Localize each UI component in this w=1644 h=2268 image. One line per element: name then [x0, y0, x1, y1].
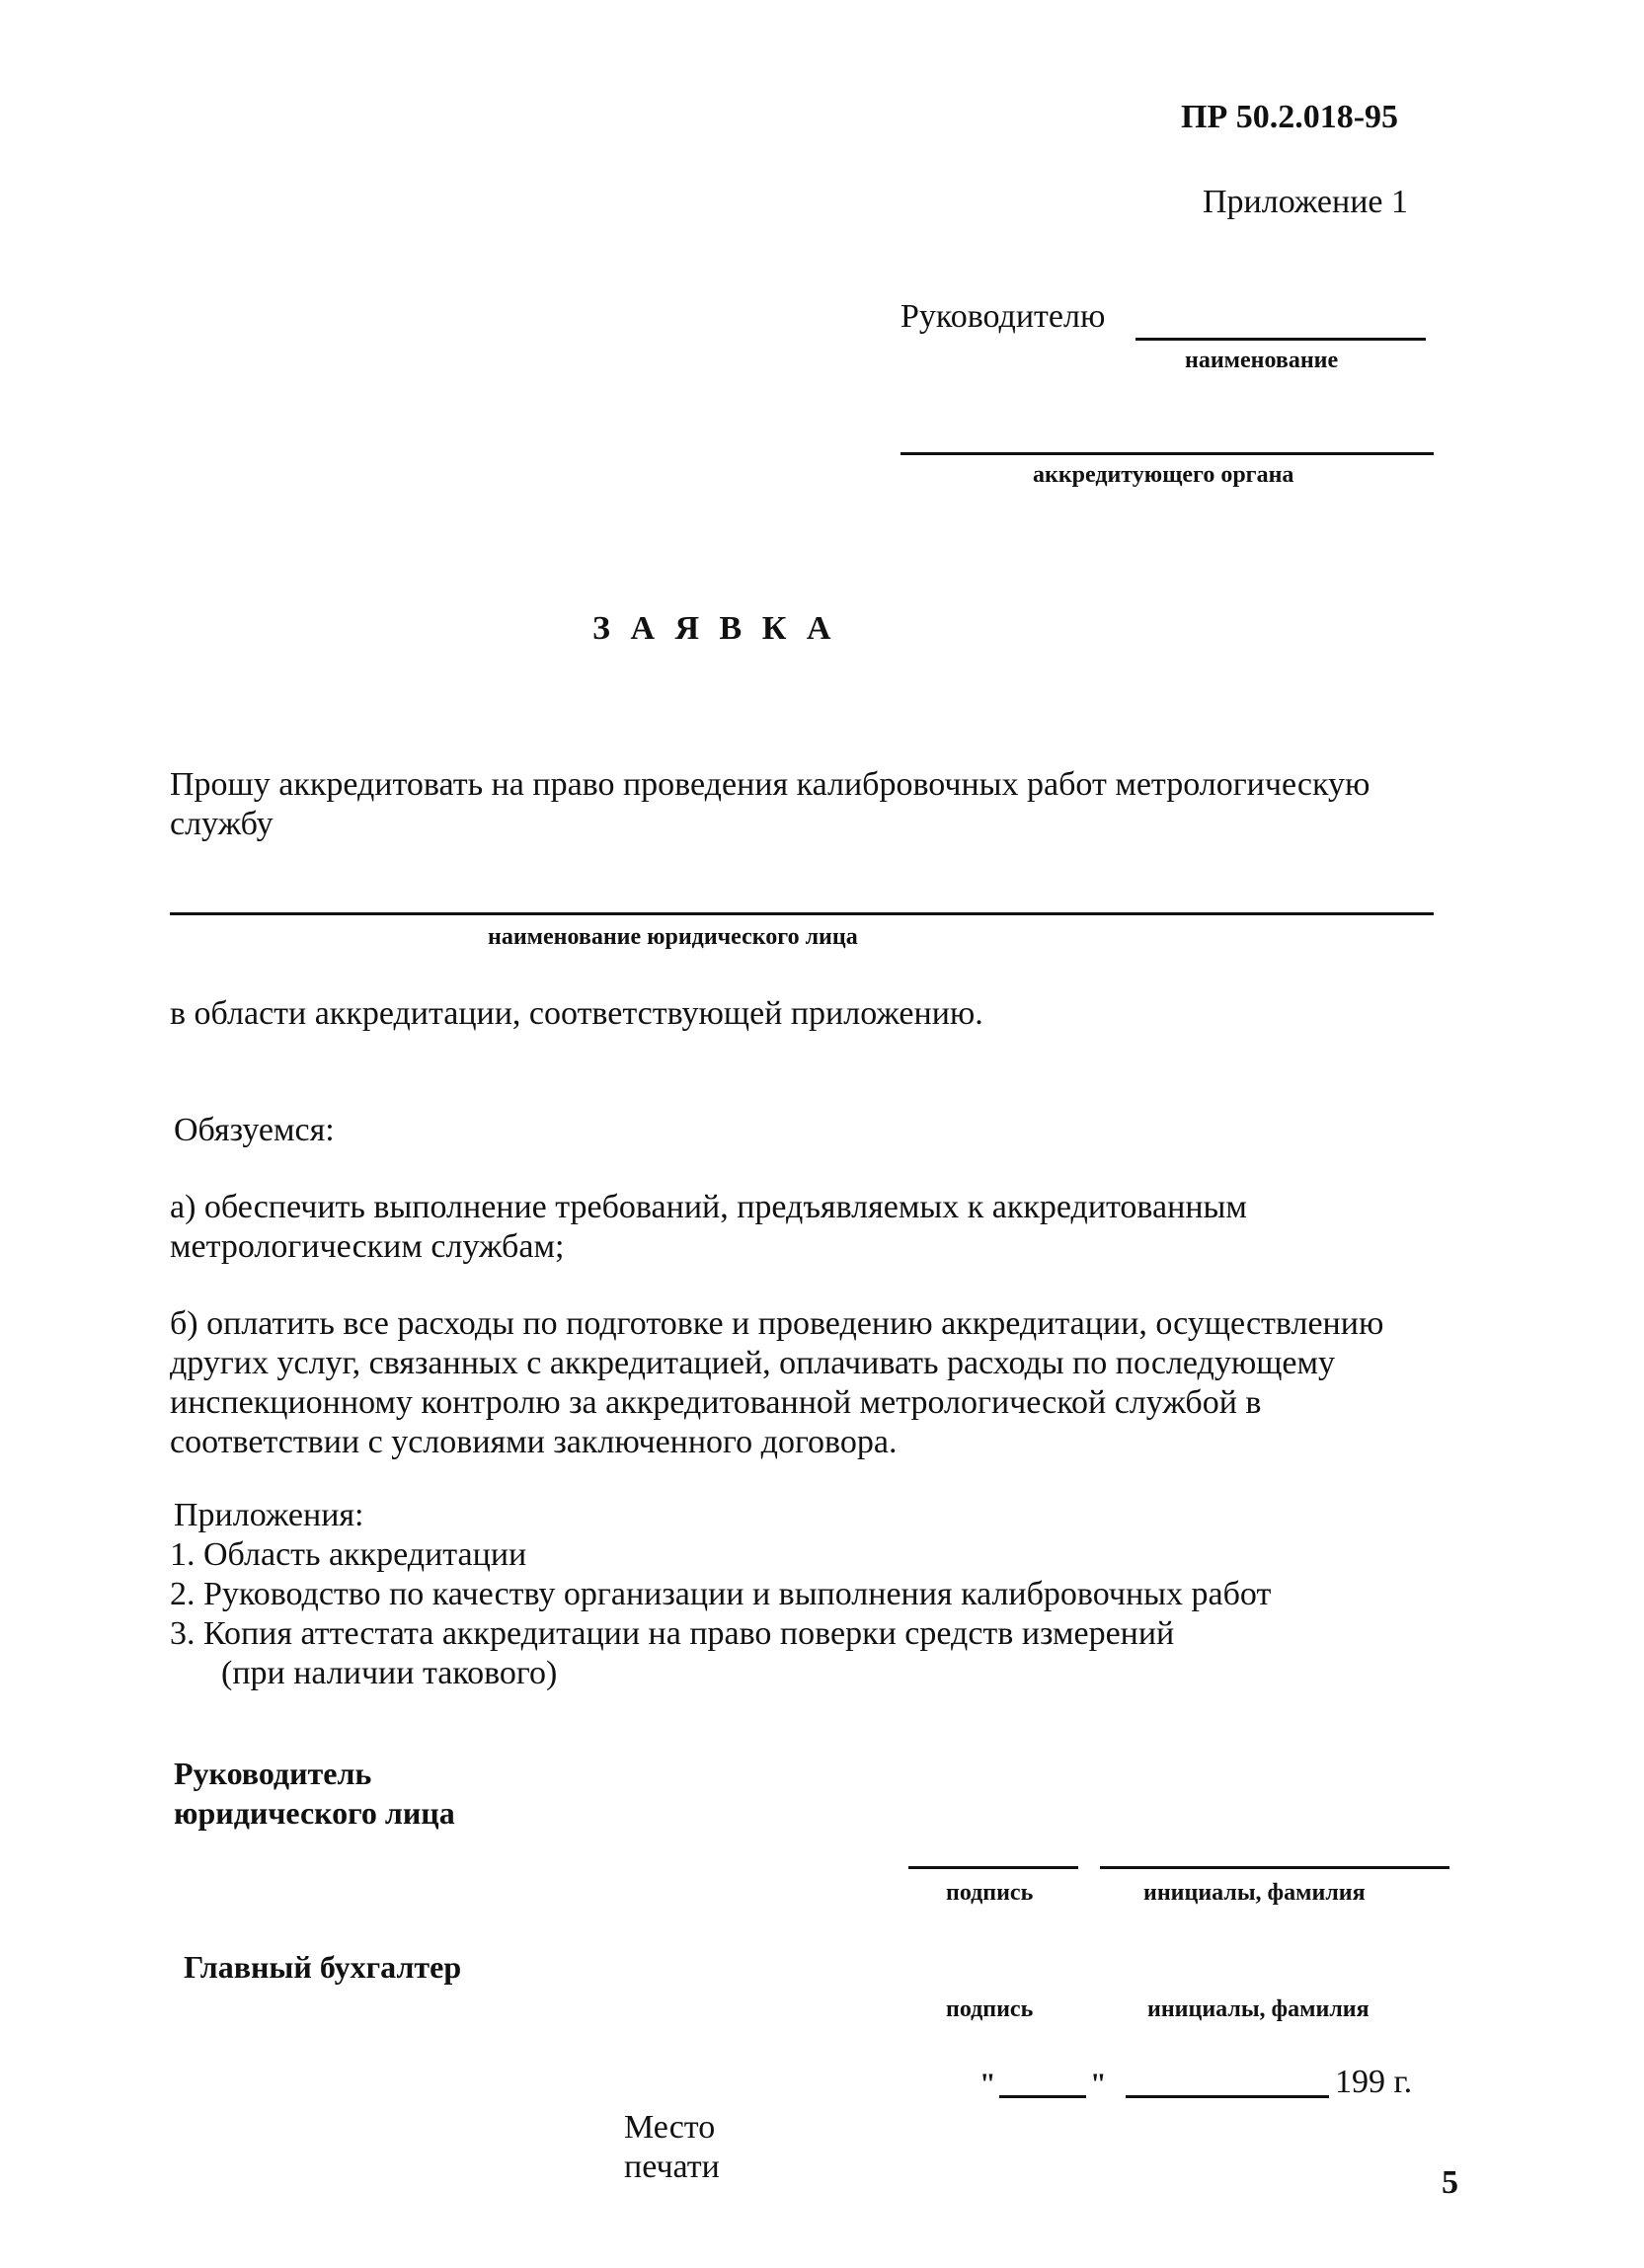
stamp-place-line-1: Место — [624, 2109, 716, 2146]
request-line-1: Прошу аккредитовать на право проведения калибровочных работ метрологическую — [170, 766, 1370, 803]
head-name-caption: инициалы, фамилия — [1143, 1880, 1366, 1906]
date-day-line — [999, 2095, 1086, 2098]
date-open-quote: " — [979, 2068, 996, 2100]
attachment-item-1: 1. Область аккредитации — [170, 1536, 527, 1573]
request-line-2: службу — [170, 806, 274, 842]
addressee-org-line — [900, 452, 1434, 455]
commitment-a-line-2: метрологическим службам; — [170, 1228, 565, 1265]
date-month-line — [1126, 2095, 1329, 2098]
head-signature-caption: подпись — [946, 1880, 1034, 1906]
attachment-item-3-note: (при наличии такового) — [221, 1655, 558, 1691]
commitment-a-line-1: а) обеспечить выполнение требований, предъявляемых к аккредитованным — [170, 1189, 1247, 1225]
attachment-item-2: 2. Руководство по качеству организации и выполнения калибровочных работ — [170, 1576, 1272, 1612]
commitment-b-line-2: других услуг, связанных с аккредитацией, оплачивать расходы по последующему — [170, 1345, 1336, 1381]
legal-entity-line — [170, 912, 1434, 915]
attachment-item-3: 3. Копия аттестата аккредитации на право поверки средств измерений — [170, 1615, 1175, 1652]
head-signature-line — [908, 1866, 1078, 1869]
legal-entity-caption: наименование юридического лица — [488, 924, 858, 950]
attachments-heading: Приложения: — [174, 1497, 364, 1533]
head-label-line-1: Руководитель — [174, 1756, 372, 1791]
scope-line: в области аккредитации, соответствующей приложению. — [170, 995, 983, 1032]
head-label-line-2: юридического лица — [174, 1795, 455, 1831]
document-title: З А Я В К А — [592, 610, 837, 647]
head-name-line — [1100, 1866, 1449, 1869]
commitment-b-line-4: соответствии с условиями заключенного договора. — [170, 1424, 898, 1460]
date-year: 199 г. — [1335, 2064, 1413, 2100]
page-number: 5 — [1442, 2164, 1458, 2201]
addressee-label: Руководителю — [900, 298, 1106, 335]
appendix-label: Приложение 1 — [1203, 184, 1408, 220]
addressee-caption-name: наименование — [1185, 348, 1339, 373]
accountant-signature-caption: подпись — [946, 1996, 1034, 2022]
commitment-b-line-3: инспекционному контролю за аккредитованной метрологической службой в — [170, 1384, 1262, 1421]
addressee-name-line — [1135, 338, 1426, 341]
document-number: ПР 50.2.018-95 — [1181, 99, 1399, 135]
addressee-caption-org: аккредитующего органа — [1033, 462, 1294, 488]
accountant-name-caption: инициалы, фамилия — [1147, 1996, 1370, 2022]
commitments-heading: Обязуемся: — [174, 1112, 335, 1148]
commitment-b-line-1: б) оплатить все расходы по подготовке и проведению аккредитации, осуществлению — [170, 1305, 1384, 1342]
date-close-quote: " — [1090, 2068, 1107, 2100]
accountant-label: Главный бухгалтер — [184, 1949, 462, 1985]
stamp-place-line-2: печати — [624, 2149, 720, 2185]
